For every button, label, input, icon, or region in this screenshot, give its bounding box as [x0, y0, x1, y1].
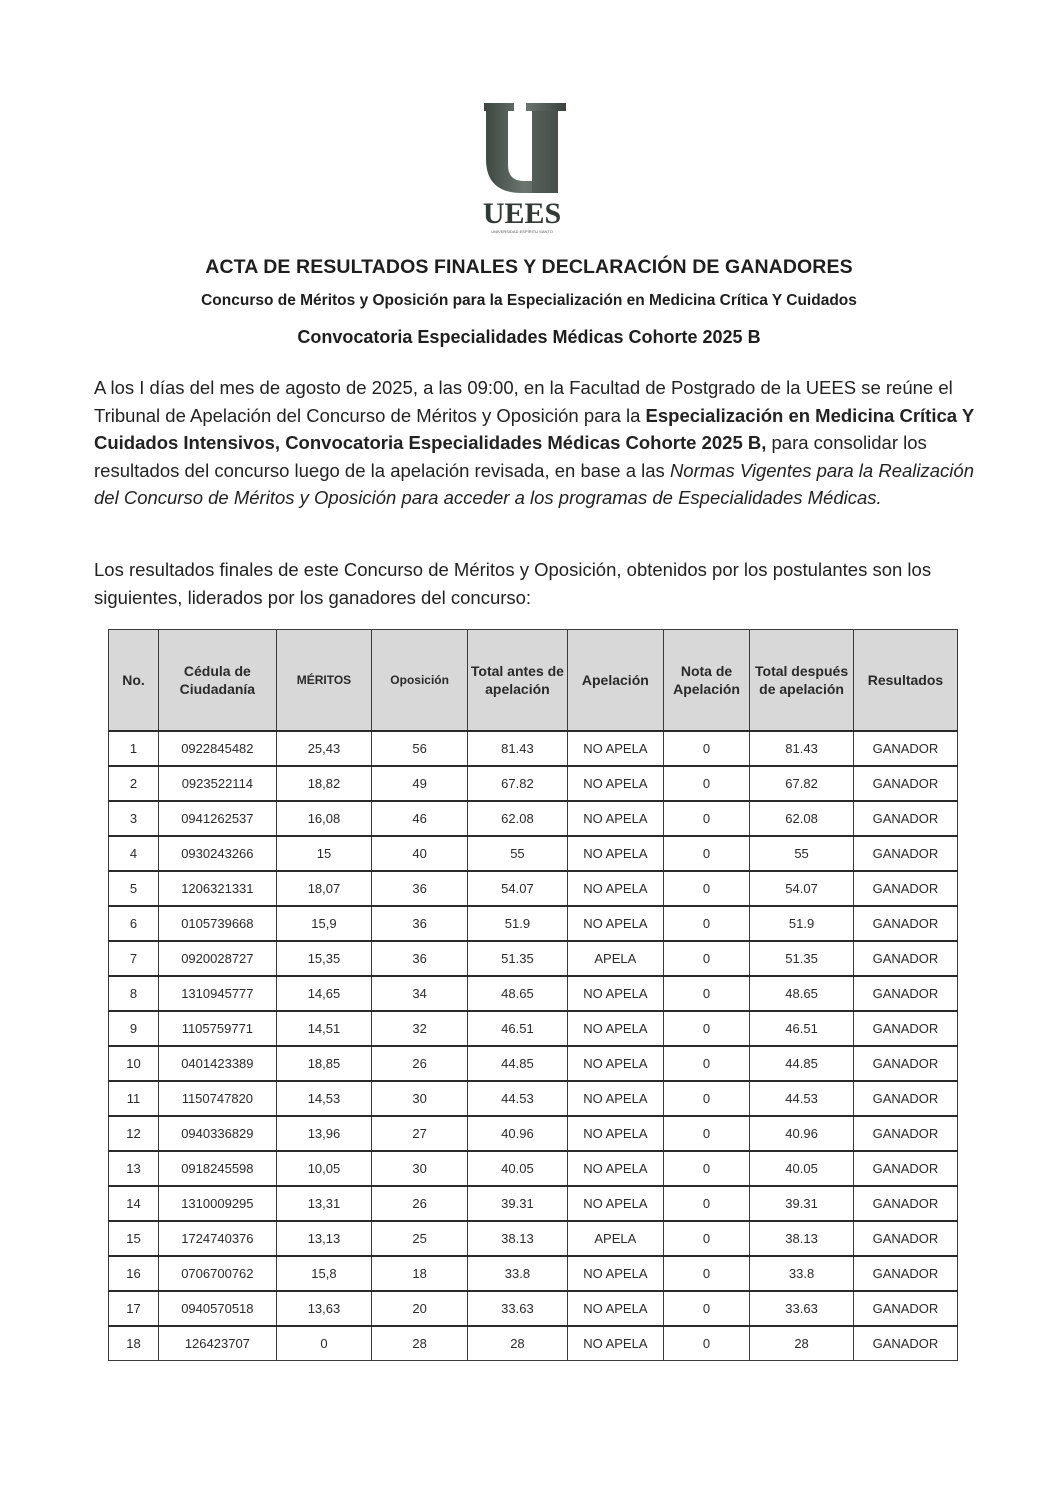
cell-nota-apelacion: 0 — [663, 836, 749, 871]
cell-total-antes: 51.35 — [468, 941, 568, 976]
cell-oposicion: 32 — [372, 1011, 468, 1046]
cell-total-antes: 40.96 — [468, 1116, 568, 1151]
cell-nota-apelacion: 0 — [663, 801, 749, 836]
cell-apelacion: NO APELA — [567, 1116, 663, 1151]
cell-oposicion: 30 — [372, 1081, 468, 1116]
cell-total-despues: 51.9 — [750, 906, 854, 941]
cell-no: 15 — [109, 1221, 159, 1256]
cell-oposicion: 36 — [372, 941, 468, 976]
cell-no: 14 — [109, 1186, 159, 1221]
cell-apelacion: NO APELA — [567, 871, 663, 906]
table-row — [109, 1116, 958, 1151]
cell-meritos: 25,43 — [276, 731, 372, 766]
cell-oposicion: 46 — [372, 801, 468, 836]
cell-oposicion: 25 — [372, 1221, 468, 1256]
cell-resultado: GANADOR — [853, 1081, 957, 1116]
cell-cedula: 0930243266 — [159, 836, 277, 871]
cell-total-antes: 44.53 — [468, 1081, 568, 1116]
header-no: No. — [109, 630, 159, 732]
cell-apelacion: APELA — [567, 1221, 663, 1256]
cell-resultado: GANADOR — [853, 1011, 957, 1046]
cell-oposicion: 40 — [372, 836, 468, 871]
document-title: ACTA DE RESULTADOS FINALES Y DECLARACIÓN DE GANADORES — [205, 256, 853, 278]
cell-cedula: 0922845482 — [159, 731, 277, 766]
cell-resultado: GANADOR — [853, 1046, 957, 1081]
cell-oposicion: 26 — [372, 1186, 468, 1221]
cell-total-despues: 46.51 — [750, 1011, 854, 1046]
cell-resultado: GANADOR — [853, 941, 957, 976]
cell-total-despues: 81.43 — [750, 731, 854, 766]
cell-resultado: GANADOR — [853, 801, 957, 836]
cell-meritos: 15,35 — [276, 941, 372, 976]
cell-nota-apelacion: 0 — [663, 1291, 749, 1326]
table-row — [109, 1151, 958, 1186]
cell-apelacion: NO APELA — [567, 1256, 663, 1291]
cell-total-antes: 38.13 — [468, 1221, 568, 1256]
table-row — [109, 1011, 958, 1046]
table-row — [109, 1326, 958, 1361]
cell-oposicion: 56 — [372, 731, 468, 766]
uees-logo — [462, 95, 582, 235]
cell-cedula: 1310945777 — [159, 976, 277, 1011]
cell-no: 13 — [109, 1151, 159, 1186]
cell-no: 2 — [109, 766, 159, 801]
cell-no: 11 — [109, 1081, 159, 1116]
cell-no: 1 — [109, 731, 159, 766]
cell-no: 7 — [109, 941, 159, 976]
cell-no: 9 — [109, 1011, 159, 1046]
cell-total-despues: 51.35 — [750, 941, 854, 976]
cell-no: 16 — [109, 1256, 159, 1291]
cell-meritos: 0 — [276, 1326, 372, 1361]
cell-nota-apelacion: 0 — [663, 1116, 749, 1151]
document-subtitle: Concurso de Méritos y Oposición para la Especialización en Medicina Crítica Y Cuidados — [201, 292, 857, 309]
cell-total-despues: 38.13 — [750, 1221, 854, 1256]
cell-nota-apelacion: 0 — [663, 976, 749, 1011]
cell-total-despues: 54.07 — [750, 871, 854, 906]
cell-total-despues: 40.96 — [750, 1116, 854, 1151]
cell-no: 3 — [109, 801, 159, 836]
cell-oposicion: 36 — [372, 906, 468, 941]
cell-total-antes: 51.9 — [468, 906, 568, 941]
cell-oposicion: 26 — [372, 1046, 468, 1081]
table-header-row — [109, 630, 958, 732]
cell-cedula: 1150747820 — [159, 1081, 277, 1116]
table-row — [109, 1221, 958, 1256]
cell-meritos: 14,65 — [276, 976, 372, 1011]
table-row — [109, 836, 958, 871]
table-body — [109, 731, 958, 1361]
cell-apelacion: NO APELA — [567, 906, 663, 941]
cell-oposicion: 18 — [372, 1256, 468, 1291]
intro-paragraph — [94, 374, 974, 512]
cell-total-despues: 33.63 — [750, 1291, 854, 1326]
cell-apelacion: NO APELA — [567, 801, 663, 836]
cell-cedula: 1724740376 — [159, 1221, 277, 1256]
cell-apelacion: NO APELA — [567, 766, 663, 801]
cell-total-despues: 44.53 — [750, 1081, 854, 1116]
table-row — [109, 871, 958, 906]
cell-cedula: 0401423389 — [159, 1046, 277, 1081]
cell-no: 18 — [109, 1326, 159, 1361]
cell-meritos: 16,08 — [276, 801, 372, 836]
cell-cedula: 0941262537 — [159, 801, 277, 836]
cell-total-antes: 55 — [468, 836, 568, 871]
cell-total-antes: 44.85 — [468, 1046, 568, 1081]
cell-nota-apelacion: 0 — [663, 731, 749, 766]
cell-meritos: 14,51 — [276, 1011, 372, 1046]
cell-oposicion: 30 — [372, 1151, 468, 1186]
cell-nota-apelacion: 0 — [663, 871, 749, 906]
cell-cedula: 1206321331 — [159, 871, 277, 906]
cell-nota-apelacion: 0 — [663, 1221, 749, 1256]
cell-total-antes: 67.82 — [468, 766, 568, 801]
svg-text:UNIVERSIDAD ESPÍRITU SANTO: UNIVERSIDAD ESPÍRITU SANTO — [491, 229, 553, 234]
cell-meritos: 13,13 — [276, 1221, 372, 1256]
cell-oposicion: 20 — [372, 1291, 468, 1326]
cell-total-despues: 33.8 — [750, 1256, 854, 1291]
cell-cedula: 0920028727 — [159, 941, 277, 976]
cell-cedula: 0940336829 — [159, 1116, 277, 1151]
table-row — [109, 1291, 958, 1326]
cell-apelacion: NO APELA — [567, 1046, 663, 1081]
cell-cedula: 126423707 — [159, 1326, 277, 1361]
cell-cedula: 0940570518 — [159, 1291, 277, 1326]
cell-resultado: GANADOR — [853, 1256, 957, 1291]
cell-no: 12 — [109, 1116, 159, 1151]
cell-meritos: 13,63 — [276, 1291, 372, 1326]
cell-no: 8 — [109, 976, 159, 1011]
cell-meritos: 15 — [276, 836, 372, 871]
results-intro-paragraph: Los resultados finales de este Concurso de Méritos y Oposición, obtenidos por los postulantes son los siguientes, liderados por los ganadores del concurso: — [94, 559, 932, 608]
cell-nota-apelacion: 0 — [663, 1151, 749, 1186]
cell-total-antes: 48.65 — [468, 976, 568, 1011]
cell-cedula: 1310009295 — [159, 1186, 277, 1221]
cell-total-antes: 33.8 — [468, 1256, 568, 1291]
table-row — [109, 941, 958, 976]
table-row — [109, 731, 958, 766]
cell-meritos: 13,96 — [276, 1116, 372, 1151]
cell-nota-apelacion: 0 — [663, 1046, 749, 1081]
header-total-antes: Total antes de apelación — [468, 630, 568, 732]
table-row — [109, 906, 958, 941]
cell-resultado: GANADOR — [853, 731, 957, 766]
cell-total-antes: 46.51 — [468, 1011, 568, 1046]
cell-meritos: 13,31 — [276, 1186, 372, 1221]
table-row — [109, 766, 958, 801]
cell-total-despues: 28 — [750, 1326, 854, 1361]
convocatoria-heading: Convocatoria Especialidades Médicas Cohorte 2025 B — [297, 327, 761, 347]
cell-oposicion: 27 — [372, 1116, 468, 1151]
cell-apelacion: NO APELA — [567, 731, 663, 766]
cell-nota-apelacion: 0 — [663, 1186, 749, 1221]
cell-total-despues: 67.82 — [750, 766, 854, 801]
cell-meritos: 15,9 — [276, 906, 372, 941]
cell-total-despues: 62.08 — [750, 801, 854, 836]
cell-oposicion: 36 — [372, 871, 468, 906]
cell-apelacion: NO APELA — [567, 1011, 663, 1046]
cell-apelacion: NO APELA — [567, 1081, 663, 1116]
cell-nota-apelacion: 0 — [663, 906, 749, 941]
cell-meritos: 14,53 — [276, 1081, 372, 1116]
cell-meritos: 18,82 — [276, 766, 372, 801]
cell-meritos: 18,85 — [276, 1046, 372, 1081]
cell-apelacion: NO APELA — [567, 1151, 663, 1186]
cell-nota-apelacion: 0 — [663, 1081, 749, 1116]
cell-no: 10 — [109, 1046, 159, 1081]
cell-cedula: 0706700762 — [159, 1256, 277, 1291]
header-oposicion: Oposición — [372, 630, 468, 732]
uees-logo-icon — [462, 95, 582, 235]
cell-total-antes: 62.08 — [468, 801, 568, 836]
cell-resultado: GANADOR — [853, 1186, 957, 1221]
cell-resultado: GANADOR — [853, 1151, 957, 1186]
intro-bold-text: Especialización en Medicina Crítica Y Cuidados Intensivos, Convocatoria Especialidades Médicas Cohorte 2025 B, — [94, 404, 974, 453]
cell-total-antes: 33.63 — [468, 1291, 568, 1326]
intro-text-continued: para consolidar los resultados del concurso luego de la apelación revisada, en base a las — [94, 432, 927, 481]
cell-no: 6 — [109, 906, 159, 941]
cell-resultado: GANADOR — [853, 1291, 957, 1326]
cell-cedula: 0105739668 — [159, 906, 277, 941]
cell-total-despues: 40.05 — [750, 1151, 854, 1186]
cell-no: 4 — [109, 836, 159, 871]
table-row — [109, 1186, 958, 1221]
cell-cedula: 1105759771 — [159, 1011, 277, 1046]
header-meritos: MÉRITOS — [276, 630, 372, 732]
header-total-despues: Total después de apelación — [750, 630, 854, 732]
cell-nota-apelacion: 0 — [663, 1256, 749, 1291]
cell-apelacion: NO APELA — [567, 976, 663, 1011]
cell-total-antes: 28 — [468, 1326, 568, 1361]
cell-oposicion: 34 — [372, 976, 468, 1011]
header-resultados: Resultados — [853, 630, 957, 732]
cell-total-despues: 48.65 — [750, 976, 854, 1011]
intro-text: A los I días del mes de agosto de 2025, a las 09:00, en la Facultad de Postgrado de la UEES se reúne el Tribunal de Apelación del Concurso de Méritos y Oposición para la — [94, 377, 953, 426]
header-cedula: Cédula de Ciudadanía — [159, 630, 277, 732]
svg-text:UEES: UEES — [482, 197, 562, 230]
cell-total-antes: 54.07 — [468, 871, 568, 906]
cell-total-despues: 39.31 — [750, 1186, 854, 1221]
cell-total-antes: 81.43 — [468, 731, 568, 766]
cell-meritos: 18,07 — [276, 871, 372, 906]
results-table — [108, 629, 958, 1361]
cell-resultado: GANADOR — [853, 976, 957, 1011]
table-row — [109, 1046, 958, 1081]
cell-nota-apelacion: 0 — [663, 766, 749, 801]
table-row — [109, 976, 958, 1011]
cell-total-despues: 44.85 — [750, 1046, 854, 1081]
table-row — [109, 801, 958, 836]
cell-no: 17 — [109, 1291, 159, 1326]
cell-nota-apelacion: 0 — [663, 1326, 749, 1361]
cell-resultado: GANADOR — [853, 766, 957, 801]
cell-cedula: 0918245598 — [159, 1151, 277, 1186]
cell-nota-apelacion: 0 — [663, 941, 749, 976]
table-row — [109, 1256, 958, 1291]
cell-meritos: 10,05 — [276, 1151, 372, 1186]
cell-oposicion: 28 — [372, 1326, 468, 1361]
cell-resultado: GANADOR — [853, 1116, 957, 1151]
cell-oposicion: 49 — [372, 766, 468, 801]
cell-nota-apelacion: 0 — [663, 1011, 749, 1046]
cell-meritos: 15,8 — [276, 1256, 372, 1291]
cell-cedula: 0923522114 — [159, 766, 277, 801]
cell-total-antes: 40.05 — [468, 1151, 568, 1186]
cell-total-antes: 39.31 — [468, 1186, 568, 1221]
cell-resultado: GANADOR — [853, 836, 957, 871]
cell-resultado: GANADOR — [853, 1326, 957, 1361]
cell-apelacion: APELA — [567, 941, 663, 976]
intro-italic-text: Normas Vigentes para la Realización del Concurso de Méritos y Oposición para acceder a los programas de Especialidades Médicas. — [94, 459, 974, 508]
cell-apelacion: NO APELA — [567, 1186, 663, 1221]
cell-apelacion: NO APELA — [567, 836, 663, 871]
table-row — [109, 1081, 958, 1116]
cell-resultado: GANADOR — [853, 1221, 957, 1256]
cell-resultado: GANADOR — [853, 906, 957, 941]
header-apelacion: Apelación — [567, 630, 663, 732]
cell-apelacion: NO APELA — [567, 1291, 663, 1326]
cell-total-despues: 55 — [750, 836, 854, 871]
header-nota-apelacion: Nota de Apelación — [663, 630, 749, 732]
cell-apelacion: NO APELA — [567, 1326, 663, 1361]
cell-no: 5 — [109, 871, 159, 906]
cell-resultado: GANADOR — [853, 871, 957, 906]
